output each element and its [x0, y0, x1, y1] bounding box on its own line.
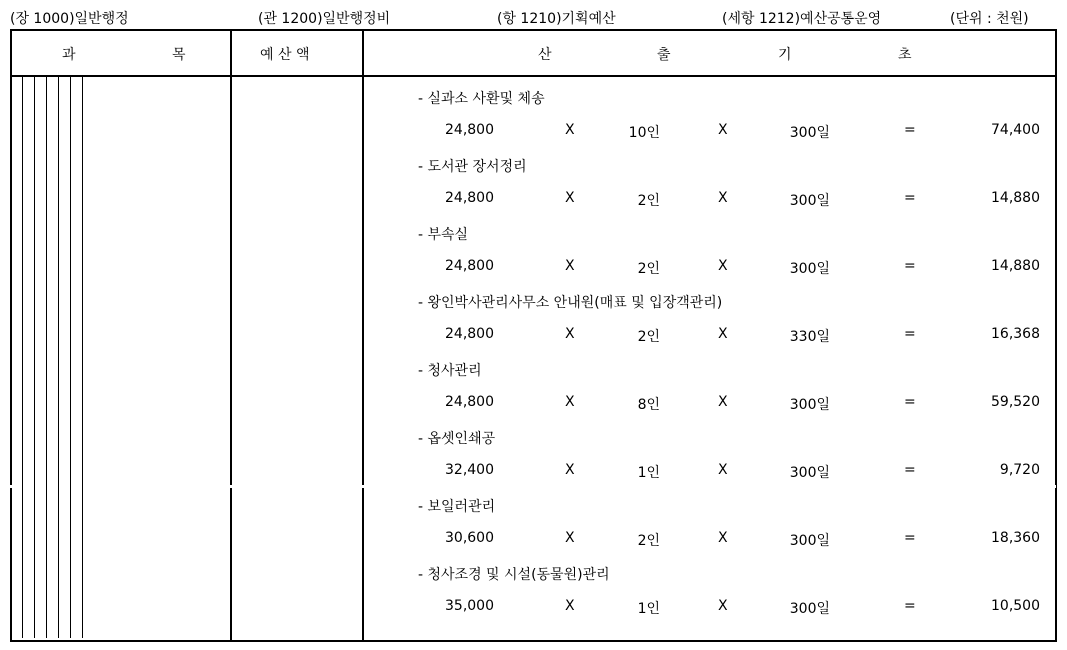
header-unit: (단위 : 천원): [950, 11, 1029, 27]
item-amount: 14,880: [991, 190, 1040, 206]
item-multiply-1: X: [565, 190, 575, 206]
item-amount: 59,520: [991, 394, 1040, 410]
item-title: - 부속실: [418, 227, 469, 243]
item-multiply-2: X: [718, 326, 728, 342]
hierarchy-line-1: [22, 77, 23, 638]
item-equals: =: [904, 122, 916, 138]
item-days: 300일: [789, 533, 830, 549]
page-break-mark-left: [8, 485, 12, 488]
item-days: 300일: [789, 193, 830, 209]
item-multiply-2: X: [718, 190, 728, 206]
item-equals: =: [904, 530, 916, 546]
column-basis-4: 초: [898, 47, 912, 63]
item-multiply-1: X: [565, 530, 575, 546]
item-rate: 24,800: [445, 394, 494, 410]
item-multiply-2: X: [718, 462, 728, 478]
item-multiply-1: X: [565, 394, 575, 410]
item-count: 2인: [637, 329, 660, 345]
item-title: - 옵셋인쇄공: [418, 431, 496, 447]
item-days: 300일: [789, 601, 830, 617]
item-amount: 14,880: [991, 258, 1040, 274]
item-equals: =: [904, 258, 916, 274]
item-multiply-2: X: [718, 598, 728, 614]
item-multiply-2: X: [718, 530, 728, 546]
hierarchy-line-6: [82, 77, 83, 638]
item-equals: =: [904, 190, 916, 206]
item-days: 300일: [789, 125, 830, 141]
item-multiply-1: X: [565, 462, 575, 478]
item-days: 300일: [789, 261, 830, 277]
item-multiply-1: X: [565, 258, 575, 274]
item-title: - 청사관리: [418, 363, 482, 379]
item-rate: 32,400: [445, 462, 494, 478]
item-equals: =: [904, 598, 916, 614]
item-equals: =: [904, 394, 916, 410]
header-jang: (장 1000)일반행정: [10, 11, 129, 27]
item-multiply-1: X: [565, 326, 575, 342]
item-count: 1인: [637, 465, 660, 481]
item-multiply-1: X: [565, 122, 575, 138]
item-rate: 24,800: [445, 326, 494, 342]
item-title: - 왕인박사관리사무소 안내원(매표 및 입장객관리): [418, 295, 723, 311]
header-divider: [10, 75, 1055, 77]
item-days: 300일: [789, 397, 830, 413]
column-divider-basis: [362, 29, 364, 640]
page-break-mark-right: [1052, 485, 1056, 488]
item-count: 2인: [637, 533, 660, 549]
item-amount: 74,400: [991, 122, 1040, 138]
hierarchy-line-3: [46, 77, 47, 638]
header-gwan: (관 1200)일반행정비: [258, 11, 391, 27]
item-count: 10인: [628, 125, 660, 141]
item-count: 2인: [637, 193, 660, 209]
item-equals: =: [904, 326, 916, 342]
item-multiply-1: X: [565, 598, 575, 614]
item-title: - 보일러관리: [418, 499, 496, 515]
column-gwamok-right: 목: [172, 47, 186, 63]
page-break-mark-basis: [361, 485, 365, 488]
budget-table-frame: [10, 29, 1057, 642]
column-basis-2: 출: [657, 47, 671, 63]
item-amount: 10,500: [991, 598, 1040, 614]
column-basis-1: 산: [538, 47, 552, 63]
column-divider-budget: [230, 29, 232, 640]
column-basis-3: 기: [778, 47, 792, 63]
item-title: - 도서관 장서정리: [418, 159, 527, 175]
column-budget: 예 산 액: [260, 47, 310, 63]
item-rate: 24,800: [445, 190, 494, 206]
item-title: - 실과소 사환및 체송: [418, 91, 545, 107]
item-multiply-2: X: [718, 394, 728, 410]
item-rate: 24,800: [445, 122, 494, 138]
item-rate: 30,600: [445, 530, 494, 546]
item-amount: 18,360: [991, 530, 1040, 546]
page-break-mark-budget: [229, 485, 233, 488]
column-gwamok-left: 과: [62, 47, 76, 63]
header-hang: (항 1210)기획예산: [497, 11, 616, 27]
item-amount: 9,720: [999, 462, 1040, 478]
hierarchy-line-2: [34, 77, 35, 638]
item-title: - 청사조경 및 시설(동물원)관리: [418, 567, 610, 583]
item-days: 330일: [789, 329, 830, 345]
item-amount: 16,368: [991, 326, 1040, 342]
item-equals: =: [904, 462, 916, 478]
header-sehang: (세항 1212)예산공통운영: [722, 11, 882, 27]
item-multiply-2: X: [718, 258, 728, 274]
hierarchy-line-4: [58, 77, 59, 638]
item-days: 300일: [789, 465, 830, 481]
item-rate: 24,800: [445, 258, 494, 274]
item-multiply-2: X: [718, 122, 728, 138]
hierarchy-line-5: [70, 77, 71, 638]
item-count: 8인: [637, 397, 660, 413]
item-count: 2인: [637, 261, 660, 277]
item-count: 1인: [637, 601, 660, 617]
item-rate: 35,000: [445, 598, 494, 614]
